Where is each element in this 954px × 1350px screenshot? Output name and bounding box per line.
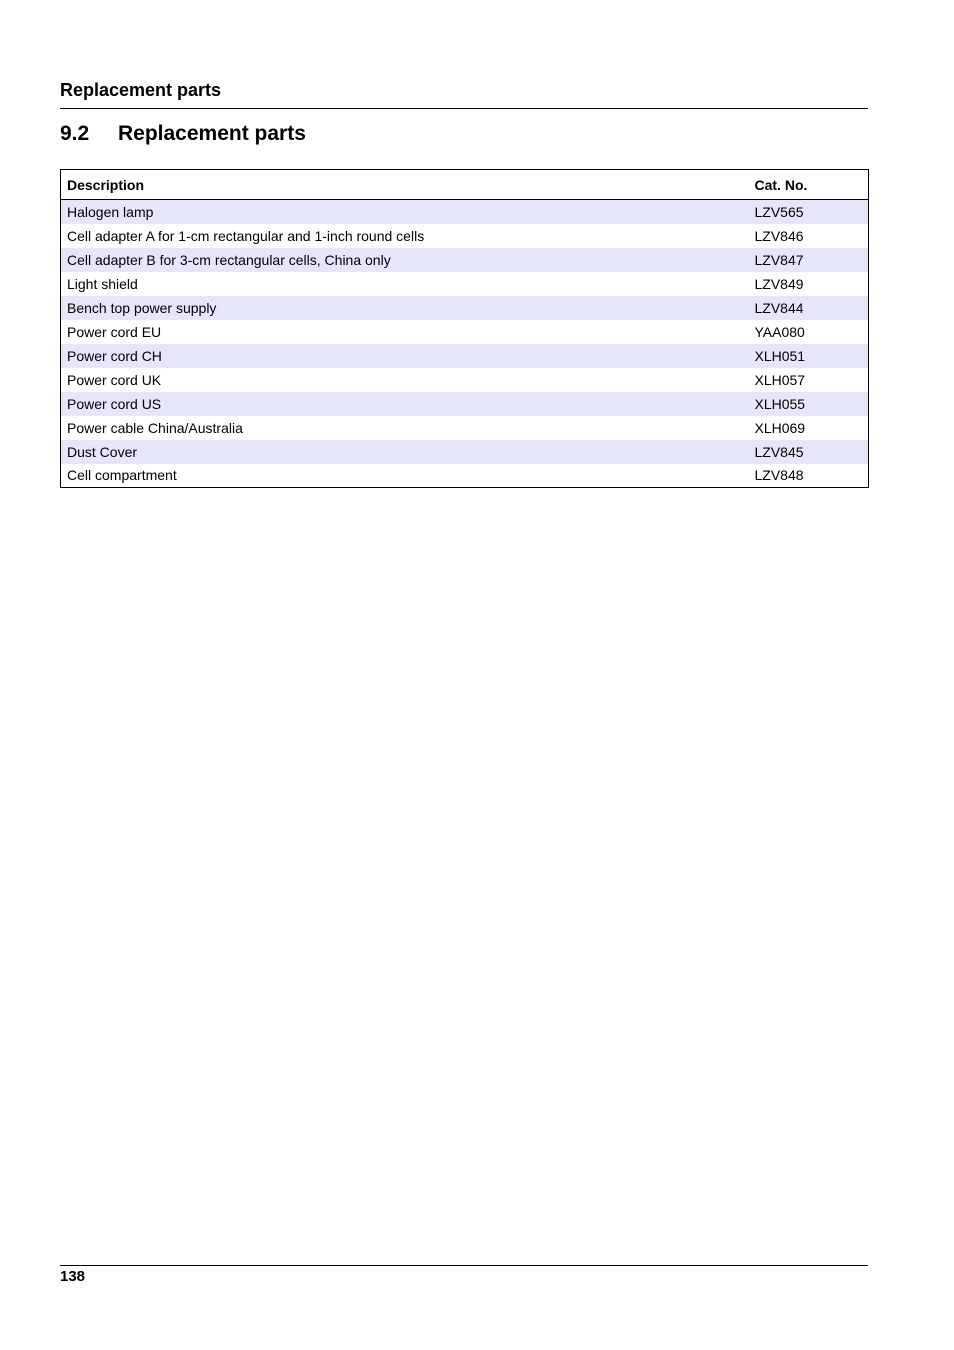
part-cat-no: YAA080 (749, 320, 869, 344)
part-description: Cell compartment (61, 464, 749, 488)
table-row (61, 416, 869, 440)
table-row (61, 344, 869, 368)
section-number: 9.2 (60, 122, 90, 145)
table-row (61, 392, 869, 416)
section-title (60, 120, 306, 148)
part-description: Power cable China/Australia (61, 416, 749, 440)
part-cat-no: LZV849 (749, 272, 869, 296)
table-row (61, 200, 869, 224)
table-row (61, 224, 869, 248)
part-description: Cell adapter B for 3-cm rectangular cells, China only (61, 248, 749, 272)
column-header-cat-no: Cat. No. (749, 170, 869, 200)
part-description: Light shield (61, 272, 749, 296)
table-row (61, 464, 869, 488)
part-description: Power cord UK (61, 368, 749, 392)
part-cat-no: XLH057 (749, 368, 869, 392)
part-cat-no: LZV847 (749, 248, 869, 272)
table-row (61, 320, 869, 344)
footer-rule (60, 1265, 868, 1266)
table-header-row (61, 170, 869, 200)
running-header: Replacement parts (60, 80, 222, 100)
part-cat-no: XLH069 (749, 416, 869, 440)
part-cat-no: LZV846 (749, 224, 869, 248)
table-row (61, 296, 869, 320)
header-rule (60, 108, 868, 109)
part-description: Dust Cover (61, 440, 749, 464)
part-cat-no: LZV844 (749, 296, 869, 320)
table-row (61, 368, 869, 392)
part-description: Power cord CH (61, 344, 749, 368)
part-cat-no: LZV565 (749, 200, 869, 224)
part-description: Power cord EU (61, 320, 749, 344)
replacement-parts-table (60, 169, 869, 488)
table-row (61, 440, 869, 464)
part-description: Power cord US (61, 392, 749, 416)
column-header-description: Description (61, 170, 749, 200)
part-description: Halogen lamp (61, 200, 749, 224)
part-description: Cell adapter A for 1-cm rectangular and 1-inch round cells (61, 224, 749, 248)
table-row (61, 272, 869, 296)
part-description: Bench top power supply (61, 296, 749, 320)
table-row (61, 248, 869, 272)
section-title-text: Replacement parts (118, 122, 306, 145)
part-cat-no: LZV845 (749, 440, 869, 464)
part-cat-no: XLH051 (749, 344, 869, 368)
page-number: 138 (60, 1268, 86, 1285)
part-cat-no: LZV848 (749, 464, 869, 488)
part-cat-no: XLH055 (749, 392, 869, 416)
